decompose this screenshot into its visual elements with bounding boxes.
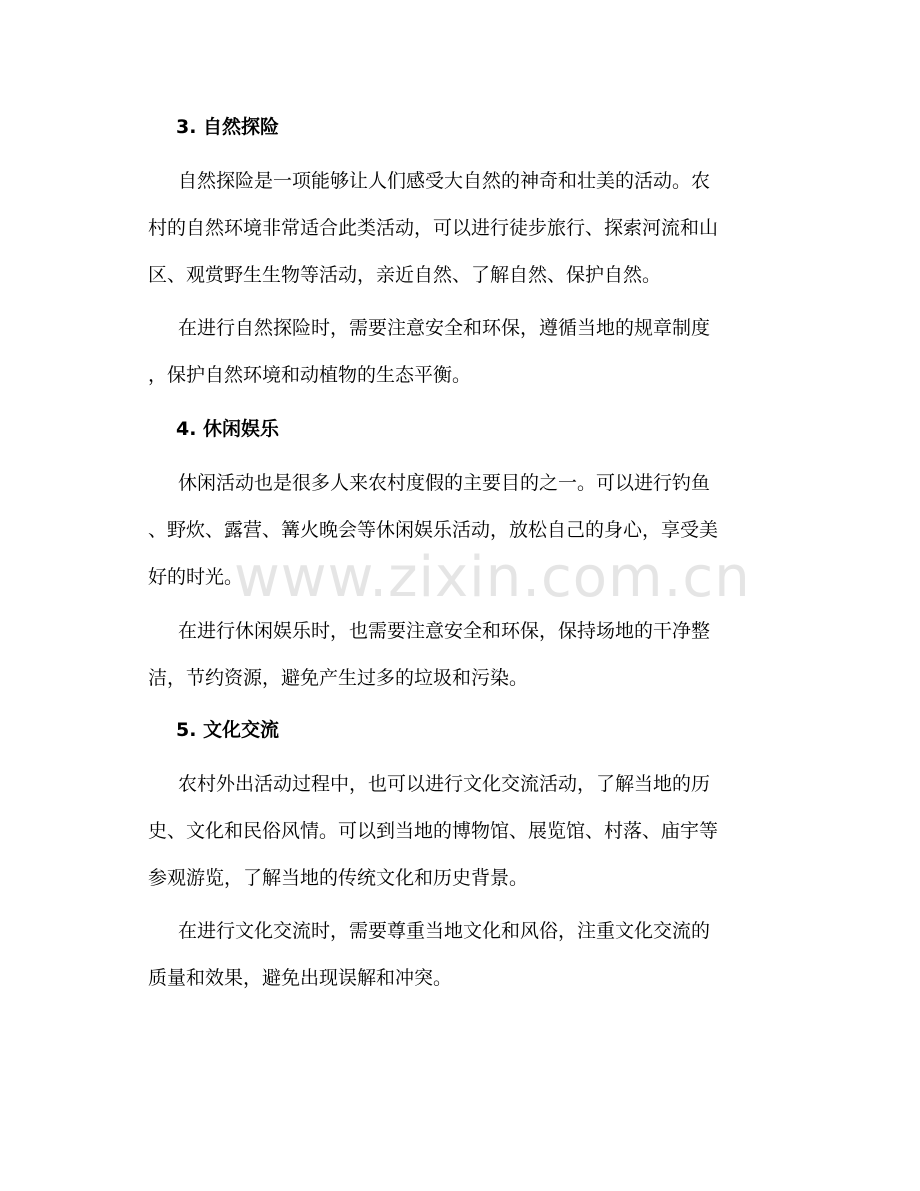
paragraph-line: 在进行自然探险时，需要注意安全和环保，遵循当地的规章制度 (178, 317, 711, 339)
paragraph-line: 农村外出活动过程中，也可以进行文化交流活动，了解当地的历 (178, 773, 711, 795)
paragraph-line: 村的自然环境非常适合此类活动，可以进行徒步旅行、探索河流和山 (148, 217, 719, 239)
paragraph-line: 区、观赏野生生物等活动，亲近自然、了解自然、保护自然。 (148, 264, 662, 286)
paragraph (148, 608, 710, 702)
section-heading: 3. 自然探险 (176, 116, 280, 138)
paragraph-line: 质量和效果，避免出现误解和冲突。 (148, 967, 453, 989)
paragraph (148, 158, 718, 299)
section-heading: 5. 文化交流 (176, 719, 280, 741)
paragraph-line: 参观游览，了解当地的传统文化和历史背景。 (148, 867, 529, 889)
paragraph (148, 761, 718, 902)
paragraph-line: 自然探险是一项能够让人们感受大自然的神奇和壮美的活动。农 (178, 170, 711, 192)
paragraph-line: 洁，节约资源，避免产生过多的垃圾和污染。 (148, 667, 529, 689)
paragraph-line: 好的时光。 (148, 566, 244, 588)
paragraph-line: 在进行文化交流时，需要尊重当地文化和风俗，注重文化交流的 (178, 920, 711, 942)
paragraph-line: 休闲活动也是很多人来农村度假的主要目的之一。可以进行钓鱼 (178, 472, 711, 494)
paragraph-line: 史、文化和民俗风情。可以到当地的博物馆、展览馆、村落、庙宇等 (148, 820, 719, 842)
section-heading: 4. 休闲娱乐 (176, 418, 280, 440)
paragraph-line: 、野炊、露营、篝火晚会等休闲娱乐活动，放松自己的身心，享受美 (148, 519, 719, 541)
paragraph-line: 在进行休闲娱乐时，也需要注意安全和环保，保持场地的干净整 (178, 620, 711, 642)
paragraph-line: ，保护自然环境和动植物的生态平衡。 (148, 364, 472, 386)
watermark: www.zixin.com.cn (234, 545, 751, 610)
paragraph (148, 305, 710, 399)
paragraph (148, 460, 718, 601)
paragraph (148, 908, 710, 1002)
